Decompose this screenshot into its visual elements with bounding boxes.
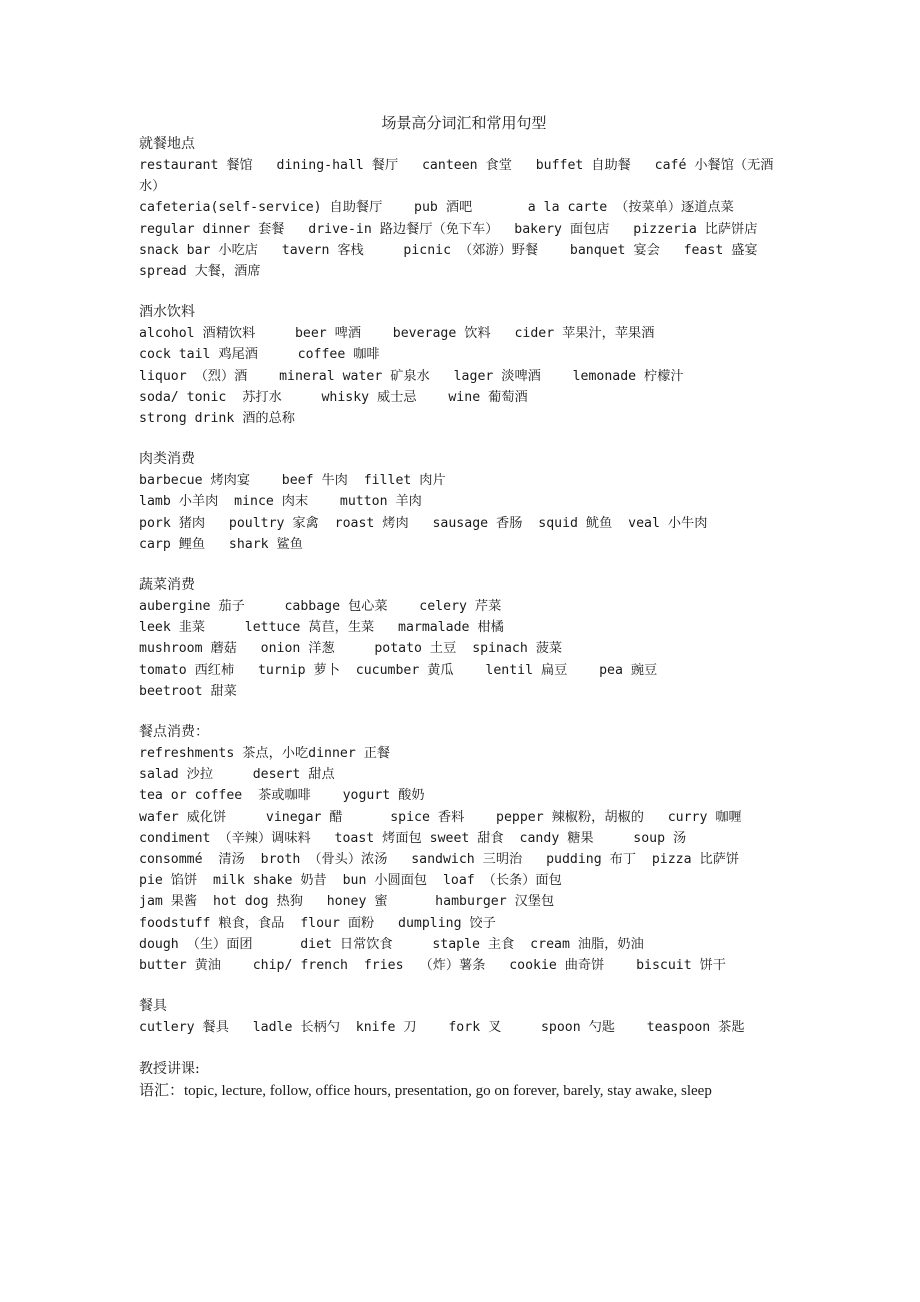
- vocab-line: tea or coffee 茶或咖啡 yogurt 酸奶: [139, 788, 425, 804]
- section-tableware: [139, 996, 789, 1038]
- vocab-line: foodstuff 粮食，食品 flour 面粉 dumpling 饺子: [139, 915, 496, 931]
- vocab-line: jam 果酱 hot dog 热狗 honey 蜜 hamburger 汉堡包: [139, 894, 555, 910]
- page-title: 场景高分词汇和常用句型: [381, 114, 547, 132]
- vocab-line: dough （生）面团 diet 日常饮食 staple 主食 cream 油脂，奶油: [139, 936, 644, 952]
- vocab-line: tomato 西红柿 turnip 萝卜 cucumber 黄瓜 lentil 扁豆 pea 豌豆: [139, 662, 658, 678]
- vocab-line: refreshments 茶点，小吃dinner 正餐: [139, 746, 391, 762]
- vocab-line: alcohol 酒精饮料 beer 啤酒 beverage 饮料 cider 苹果汁，苹果酒: [139, 326, 655, 342]
- vocab-line: wafer 威化饼 vinegar 醋 spice 香料 pepper 辣椒粉，胡椒的 curry 咖喱: [139, 809, 742, 825]
- vocab-line: regular dinner 套餐 drive-in 路边餐厅（免下车） bakery 面包店 pizzeria 比萨饼店 snack bar 小吃店 tavern 客栈 picnic （郊游）野餐 banquet 宴会 feast 盛宴 spread 大餐，酒席: [139, 221, 806, 280]
- vocab-line: 语汇：topic, lecture, follow, office hours, presentation, go on forever, barely, stay awake, sleep: [139, 1082, 712, 1099]
- vocab-line: soda/ tonic 苏打水 whisky 威士忌 wine 葡萄酒: [139, 389, 528, 405]
- section-meat: [139, 449, 789, 555]
- vocab-line: cutlery 餐具 ladle 长柄勺 knife 刀 fork 叉 spoon 勺匙 teaspoon 茶匙: [139, 1020, 745, 1036]
- vocab-line: liquor （烈）酒 mineral water 矿泉水 lager 淡啤酒 lemonade 柠檬汁: [139, 368, 684, 384]
- vocab-line: salad 沙拉 desert 甜点: [139, 767, 335, 783]
- vocab-line: mushroom 蘑菇 onion 洋葱 potato 土豆 spinach 菠菜: [139, 641, 563, 657]
- vocab-line: pork 猪肉 poultry 家禽 roast 烤肉 sausage 香肠 squid 鱿鱼 veal 小牛肉: [139, 515, 708, 531]
- section-drinks: [139, 302, 789, 429]
- vocab-line: beetroot 甜菜: [139, 683, 237, 699]
- vocab-line: cafeteria(self-service) 自助餐厅 pub 酒吧 a la carte （按菜单）逐道点菜: [139, 200, 734, 216]
- vocab-line: lamb 小羊肉 mince 肉末 mutton 羊肉: [139, 494, 422, 510]
- section-heading: 蔬菜消费: [139, 577, 195, 594]
- section-meals: [139, 722, 789, 976]
- vocab-line: barbecue 烤肉宴 beef 牛肉 fillet 肉片: [139, 473, 446, 489]
- section-dining-places: [139, 134, 806, 282]
- vocab-line: carp 鲤鱼 shark 鲨鱼: [139, 536, 303, 552]
- vocab-line: cock tail 鸡尾酒 coffee 咖啡: [139, 347, 380, 363]
- vocab-line: condiment （辛辣）调味料 toast 烤面包 sweet 甜食 candy 糖果 soup 汤: [139, 830, 687, 846]
- vocab-line: restaurant 餐馆 dining-hall 餐厅 canteen 食堂 buffet 自助餐 café 小餐馆（无酒水）: [139, 158, 774, 195]
- vocab-line: consommé 清汤 broth （骨头）浓汤 sandwich 三明治 pudding 布丁 pizza 比萨饼: [139, 852, 740, 868]
- section-heading: 餐点消费：: [139, 724, 209, 741]
- document-page: [139, 112, 806, 1102]
- section-heading: 就餐地点: [139, 136, 195, 152]
- section-heading: 酒水饮料: [139, 304, 195, 321]
- section-vegetables: [139, 575, 789, 702]
- section-heading: 餐具: [139, 998, 167, 1015]
- vocab-line: butter 黄油 chip/ french fries （炸）薯条 cookie 曲奇饼 biscuit 饼干: [139, 958, 726, 974]
- section-heading: 肉类消费: [139, 451, 195, 468]
- vocab-line: strong drink 酒的总称: [139, 411, 295, 427]
- vocab-line: leek 韭菜 lettuce 莴苣，生菜 marmalade 柑橘: [139, 620, 504, 636]
- vocab-line: aubergine 茄子 cabbage 包心菜 celery 芹菜: [139, 599, 502, 615]
- section-heading: 教授讲课:: [139, 1060, 200, 1077]
- vocab-line: pie 馅饼 milk shake 奶昔 bun 小圆面包 loaf （长条）面包: [139, 873, 562, 889]
- section-lecture: [139, 1059, 789, 1102]
